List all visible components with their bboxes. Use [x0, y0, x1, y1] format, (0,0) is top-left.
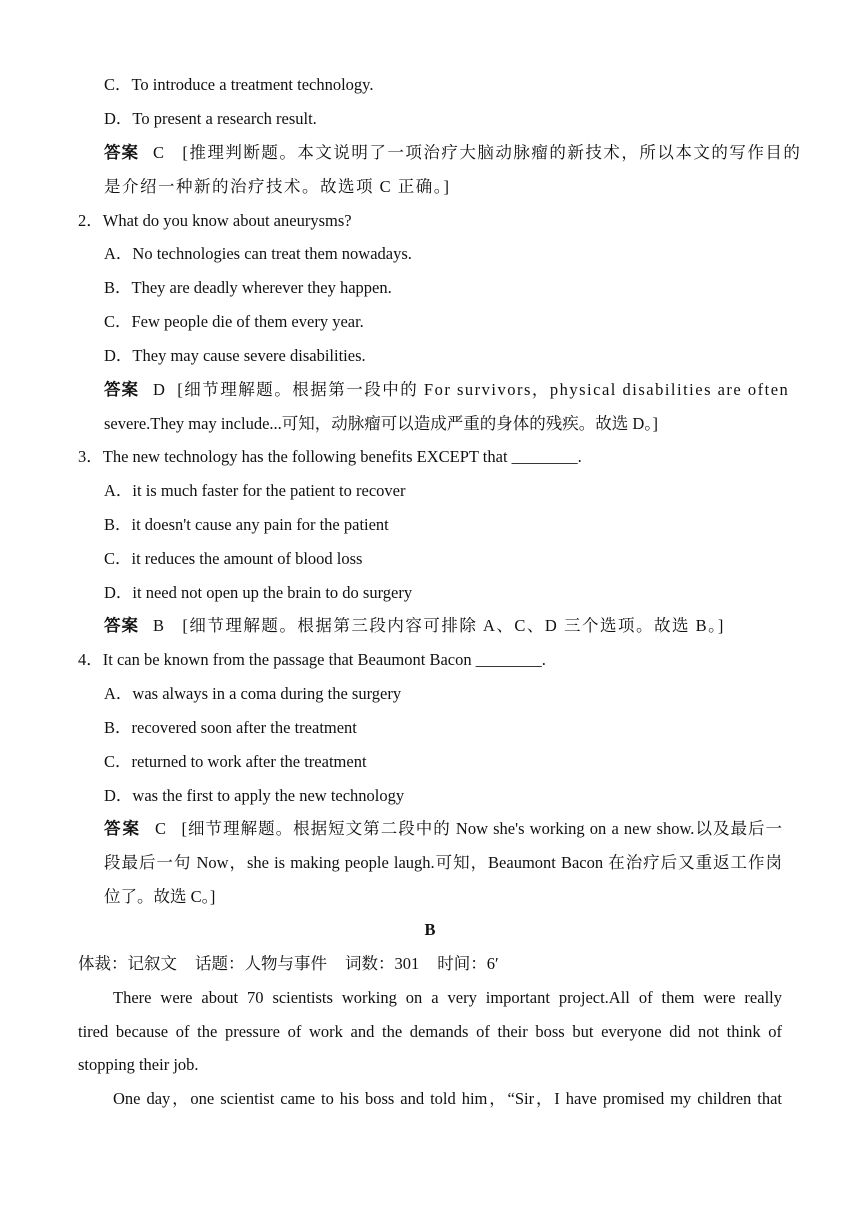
- answer-2-line-2: severe.They may include...可知，动脉瘤可以造成严重的身体的残疾。故选 D。]: [104, 414, 659, 433]
- answer-label: 答案: [104, 616, 139, 635]
- q2-option-a: A．No technologies can treat them nowadays.: [104, 244, 412, 263]
- answer-label: 答案: [104, 819, 142, 838]
- q2-option-b: B．They are deadly wherever they happen.: [104, 278, 392, 297]
- answer-key: D: [153, 380, 165, 399]
- q2-option-d: D．They may cause severe disabilities.: [104, 346, 366, 365]
- answer-4-line-1: [104, 817, 782, 841]
- answer-4-line-3: 位了。故选 C。]: [104, 887, 216, 906]
- paragraph-1-line-1: There were about 70 scientists working on a very important project.All of them were really: [113, 988, 782, 1007]
- paragraph-2-line-1: One day，one scientist came to his boss and told him，“Sir，I have promised my children that: [113, 1089, 782, 1108]
- question-2: 2．What do you know about aneurysms?: [78, 211, 352, 230]
- q4-option-b: B．recovered soon after the treatment: [104, 718, 357, 737]
- q3-option-d: D．it need not open up the brain to do surgery: [104, 583, 413, 602]
- meta-genre: 体裁：记叙文: [78, 954, 177, 973]
- answer-explanation: [推理判断题。本文说明了一项治疗大脑动脉瘤的新技术，所以本文的写作目的: [182, 143, 802, 162]
- paragraph-1-line-2: tired because of the pressure of work and the demands of their boss but everyone did not think of: [78, 1022, 782, 1041]
- section-heading: B: [424, 920, 436, 939]
- paragraph-1-line-3: stopping their job.: [78, 1055, 199, 1074]
- answer-label: 答案: [104, 380, 139, 399]
- passage-meta: [78, 952, 782, 976]
- answer-3-line-1: [104, 614, 782, 638]
- q4-option-a: A．was always in a coma during the surgery: [104, 684, 402, 703]
- meta-topic: 话题：人物与事件: [195, 954, 327, 973]
- answer-1-line-1: [104, 141, 802, 165]
- q3-option-a: A．it is much faster for the patient to recover: [104, 481, 406, 500]
- answer-2-line-1: [104, 378, 790, 402]
- q3-option-b: B．it doesn't cause any pain for the patient: [104, 515, 389, 534]
- question-3: 3．The new technology has the following benefits EXCEPT that ________.: [78, 447, 582, 466]
- answer-key: C: [155, 819, 167, 838]
- q3-option-c: C．it reduces the amount of blood loss: [104, 549, 363, 568]
- q4-option-d: D．was the first to apply the new technology: [104, 786, 405, 805]
- q4-option-c: C．returned to work after the treatment: [104, 752, 367, 771]
- answer-key: C: [153, 143, 166, 162]
- answer-4-line-2: 段最后一句 Now，she is making people laugh.可知，Beaumont Bacon 在治疗后又重返工作岗: [104, 853, 782, 872]
- answer-explanation: [细节理解题。根据第一段中的 For survivors，physical disabilities are often: [177, 380, 790, 399]
- answer-explanation: [细节理解题。根据短文第二段中的 Now she's working on a new show.以及最后一: [181, 819, 783, 838]
- meta-time: 时间：6′: [437, 954, 499, 973]
- q1-option-c: C．To introduce a treatment technology.: [104, 75, 374, 94]
- answer-key: B: [153, 616, 166, 635]
- question-4: 4．It can be known from the passage that Beaumont Bacon ________.: [78, 650, 546, 669]
- answer-label: 答案: [104, 143, 139, 162]
- q2-option-c: C．Few people die of them every year.: [104, 312, 364, 331]
- meta-word-count: 词数：301: [345, 954, 420, 973]
- q1-option-d: D．To present a research result.: [104, 109, 317, 128]
- answer-1-line-2: 是介绍一种新的治疗技术。故选项 C 正确。]: [104, 177, 451, 196]
- answer-explanation: [细节理解题。根据第三段内容可排除 A、C、D 三个选项。故选 B。]: [182, 616, 725, 635]
